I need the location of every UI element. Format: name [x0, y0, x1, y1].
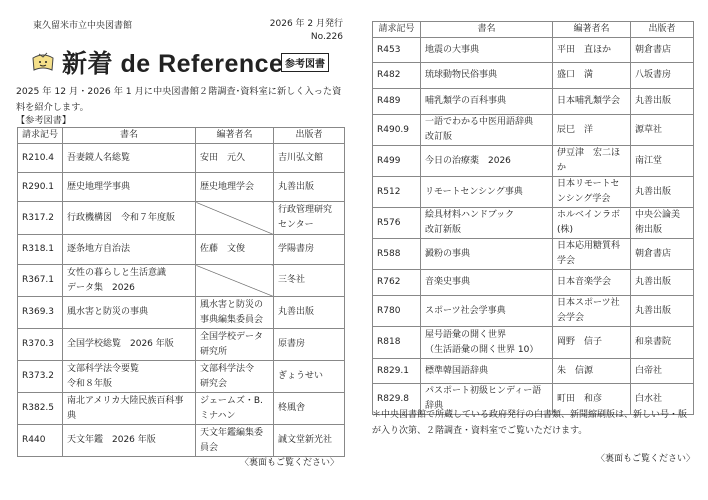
publisher-cell: ぎょうせい — [274, 361, 345, 393]
title-cell: 南北アメリカ大陸民族百科事 典 — [63, 393, 196, 425]
title-cell: 屋号語彙の開く世界 （生活語彙の開く世界 10） — [421, 327, 553, 359]
author-cell — [196, 202, 274, 235]
book-character-icon — [30, 50, 56, 74]
publisher-cell: 吉川弘文館 — [274, 144, 345, 173]
table-row — [18, 393, 345, 425]
table-row — [18, 173, 345, 202]
author-cell: 日本リモートセ ンシング学会 — [553, 177, 631, 208]
call-number-cell: R576 — [373, 208, 421, 239]
author-cell: 安田 元久 — [196, 144, 274, 173]
table-header-row — [18, 128, 345, 144]
call-number-cell: R317.2 — [18, 202, 63, 235]
title-cell: 澱粉の事典 — [421, 239, 553, 270]
author-cell: ホルベインラボ (株) — [553, 208, 631, 239]
table-row — [373, 208, 694, 239]
title-cell: 歴史地理学事典 — [63, 173, 196, 202]
table-row — [18, 297, 345, 329]
call-number-cell: R818 — [373, 327, 421, 359]
title-cell: 音楽史事典 — [421, 270, 553, 296]
section-label: 【参考図書】 — [16, 115, 72, 126]
author-cell: 町田 和彦 — [553, 384, 631, 415]
title-cell: 絵具材料ハンドブック 改訂新版 — [421, 208, 553, 239]
author-cell: 天文年鑑編集委 員会 — [196, 425, 274, 457]
title-cell: 女性の暮らしと生活意識 データ集 2026 — [63, 265, 196, 297]
publisher-cell: 和泉書院 — [631, 327, 694, 359]
call-number-cell: R373.2 — [18, 361, 63, 393]
author-cell: 朱 信源 — [553, 359, 631, 384]
author-cell: ジェームズ・B. ミナハン — [196, 393, 274, 425]
author-cell — [196, 265, 274, 297]
issue-date: 2026 年 2 月発行 — [269, 19, 343, 29]
category-badge: 参考図書 — [281, 53, 329, 72]
title-cell: 地震の大事典 — [421, 38, 553, 63]
call-number-cell: R370.3 — [18, 329, 63, 361]
col-publisher: 出版者 — [631, 22, 694, 38]
table-row — [373, 296, 694, 327]
author-cell: 風水害と防災の 事典編集委員会 — [196, 297, 274, 329]
left-book-table — [17, 127, 345, 457]
publisher-cell: 源草社 — [631, 115, 694, 146]
table-row — [18, 144, 345, 173]
author-cell: 岡野 信子 — [553, 327, 631, 359]
author-cell: 日本哺乳類学会 — [553, 89, 631, 115]
author-cell: 日本音楽学会 — [553, 270, 631, 296]
call-number-cell: R780 — [373, 296, 421, 327]
table-row — [18, 235, 345, 265]
call-number-cell: R290.1 — [18, 173, 63, 202]
publisher-cell: 丸善出版 — [631, 89, 694, 115]
title-cell: パスポート初級ヒンディー語 辞典 — [421, 384, 553, 415]
col-call-number: 請求記号 — [18, 128, 63, 144]
title-cell: 哺乳類学の百科事典 — [421, 89, 553, 115]
col-title: 書名 — [421, 22, 553, 38]
see-back-note: 〈裏面もご覧ください〉 — [596, 454, 696, 464]
call-number-cell: R512 — [373, 177, 421, 208]
table-row — [18, 265, 345, 297]
issue-number: No.226 — [310, 32, 343, 42]
publisher-cell: 八坂書房 — [631, 63, 694, 89]
title-cell: 琉球動物民俗事典 — [421, 63, 553, 89]
table-row — [373, 38, 694, 63]
call-number-cell: R440 — [18, 425, 63, 457]
title-cell: 今日の治療薬 2026 — [421, 146, 553, 177]
publisher-cell: 丸善出版 — [274, 297, 345, 329]
call-number-cell: R453 — [373, 38, 421, 63]
publisher-cell: 丸善出版 — [631, 270, 694, 296]
table-row — [373, 239, 694, 270]
title-cell: スポーツ社会学事典 — [421, 296, 553, 327]
newsletter-title: 新着 de Reference — [62, 50, 284, 78]
author-cell: 日本応用糖質科 学会 — [553, 239, 631, 270]
table-row — [373, 115, 694, 146]
publisher-cell: 朝倉書店 — [631, 38, 694, 63]
call-number-cell: R382.5 — [18, 393, 63, 425]
call-number-cell: R482 — [373, 63, 421, 89]
call-number-cell: R762 — [373, 270, 421, 296]
call-number-cell: R367.1 — [18, 265, 63, 297]
publisher-cell: 中央公論美 術出版 — [631, 208, 694, 239]
call-number-cell: R829.8 — [373, 384, 421, 415]
author-cell: 伊豆津 宏二ほか — [553, 146, 631, 177]
table-row — [373, 89, 694, 115]
publisher-cell: 南江堂 — [631, 146, 694, 177]
title-cell: 吾妻鏡人名総覧 — [63, 144, 196, 173]
title-cell: 天文年鑑 2026 年版 — [63, 425, 196, 457]
call-number-cell: R490.9 — [373, 115, 421, 146]
see-back-note: 〈裏面もご覧ください〉 — [240, 458, 340, 468]
title-cell: 一語でわかる中医用語辞典 改訂版 — [421, 115, 553, 146]
publisher-cell: 丸善出版 — [631, 177, 694, 208]
author-cell: 全国学校データ 研究所 — [196, 329, 274, 361]
title-cell: 標準韓国語辞典 — [421, 359, 553, 384]
author-cell: 辰巳 洋 — [553, 115, 631, 146]
author-cell: 盛口 満 — [553, 63, 631, 89]
right-book-table — [372, 21, 694, 415]
issue-info — [260, 18, 343, 44]
col-author: 編著者名 — [196, 128, 274, 144]
publisher-cell: 白帝社 — [631, 359, 694, 384]
publisher-cell: 学陽書房 — [274, 235, 345, 265]
title-cell: 行政機構図 令和７年度版 — [63, 202, 196, 235]
title-cell: 全国学校総覧 2026 年版 — [63, 329, 196, 361]
author-cell: 平田 直ほか — [553, 38, 631, 63]
col-title: 書名 — [63, 128, 196, 144]
author-cell: 文部科学法令 研究会 — [196, 361, 274, 393]
table-row — [373, 146, 694, 177]
publisher-cell: 柊風舎 — [274, 393, 345, 425]
table-row — [18, 329, 345, 361]
author-cell: 日本スポーツ社 会学会 — [553, 296, 631, 327]
masthead — [30, 44, 283, 80]
publisher-cell: 朝倉書店 — [631, 239, 694, 270]
col-publisher: 出版者 — [274, 128, 345, 144]
call-number-cell: R829.1 — [373, 359, 421, 384]
call-number-cell: R369.3 — [18, 297, 63, 329]
library-name: 東久留米市立中央図書館 — [33, 21, 133, 31]
table-row — [373, 63, 694, 89]
col-author: 編著者名 — [553, 22, 631, 38]
title-cell: 風水害と防災の事典 — [63, 297, 196, 329]
publisher-cell: 誠文堂新光社 — [274, 425, 345, 457]
intro-text: 2025 年 12 月・2026 年 1 月に中央図書館２階調査･資料室に新しく入った資料を紹介します。 — [16, 86, 342, 113]
publisher-cell: 丸善出版 — [631, 296, 694, 327]
author-cell: 歴史地理学会 — [196, 173, 274, 202]
col-call-number: 請求記号 — [373, 22, 421, 38]
table-row — [373, 359, 694, 384]
call-number-cell: R318.1 — [18, 235, 63, 265]
publisher-cell: 三冬社 — [274, 265, 345, 297]
table-row — [373, 270, 694, 296]
table-row — [18, 202, 345, 235]
title-cell: リモートセンシング事典 — [421, 177, 553, 208]
call-number-cell: R499 — [373, 146, 421, 177]
call-number-cell: R210.4 — [18, 144, 63, 173]
table-row — [18, 425, 345, 457]
author-cell: 佐藤 文俊 — [196, 235, 274, 265]
publisher-cell: 白水社 — [631, 384, 694, 415]
footnote: ＊中央図書館で所蔵している政府発行の白書類、新聞縮刷版は、新しい号・版が入り次第、２階調査・資料室でご覧いただけます。 — [372, 410, 688, 436]
call-number-cell: R489 — [373, 89, 421, 115]
title-cell: 逐条地方自治法 — [63, 235, 196, 265]
publisher-cell: 丸善出版 — [274, 173, 345, 202]
title-cell: 文部科学法令要覧 令和８年版 — [63, 361, 196, 393]
publisher-cell: 原書房 — [274, 329, 345, 361]
table-row — [18, 361, 345, 393]
table-row — [373, 177, 694, 208]
call-number-cell: R588 — [373, 239, 421, 270]
table-header-row — [373, 22, 694, 38]
table-row — [373, 327, 694, 359]
publisher-cell: 行政管理研究 センター — [274, 202, 345, 235]
